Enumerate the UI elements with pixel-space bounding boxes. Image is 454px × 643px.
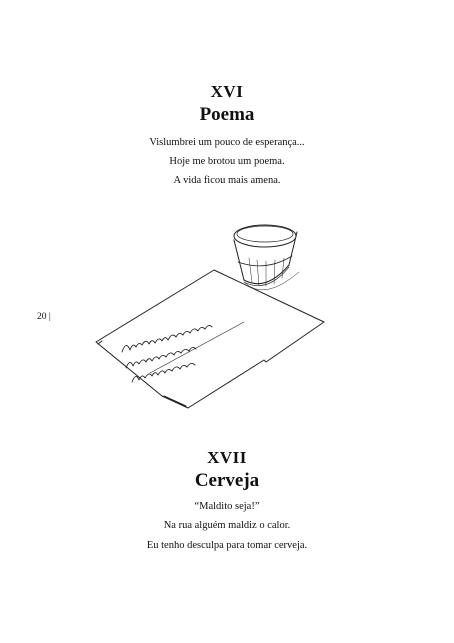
poem-17-line-1: “Maldito seja!” xyxy=(194,501,260,512)
poem-16-number: XVI xyxy=(210,82,244,101)
poem-16-line-1: Vislumbrei um pouco de esperança... xyxy=(149,137,305,148)
poem-17-line-2: Na rua alguém maldiz o calor. xyxy=(163,520,291,531)
poem-17-line-3: Eu tenho desculpa para tomar cerveja. xyxy=(146,540,308,551)
page-number: 20 | xyxy=(37,312,51,322)
glass-and-note-illustration xyxy=(94,210,334,410)
poem-17-number: XVII xyxy=(207,448,247,467)
poem-17-title: Cerveja xyxy=(194,470,260,491)
poem-16-title: Poema xyxy=(199,104,255,125)
poem-16-line-3: A vida ficou mais amena. xyxy=(173,175,281,186)
poem-16-line-2: Hoje me brotou um poema. xyxy=(169,156,285,167)
